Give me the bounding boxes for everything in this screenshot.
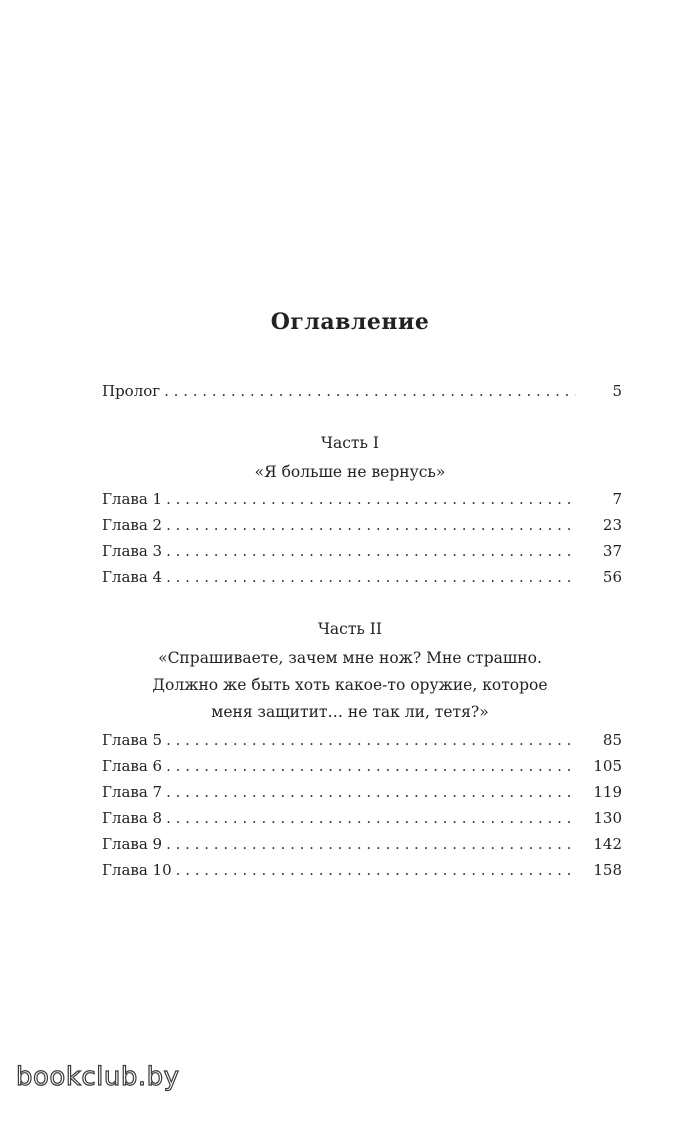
toc-entry-page: 5 [612, 382, 622, 400]
toc-entry-label: Пролог [102, 382, 161, 400]
toc-entry-page: 158 [593, 861, 622, 879]
toc-entry-page: 85 [602, 731, 622, 749]
part-2-epigraph-line-1: «Спрашиваете, зачем мне нож? Мне страшно. [158, 649, 542, 667]
page-title: Оглавление [270, 309, 430, 335]
part-2-heading: Часть II [317, 620, 383, 638]
dot-leader [166, 486, 576, 512]
part-2-epigraph-line-2: Должно же быть хоть какое-то оружие, которое [152, 676, 548, 694]
toc-entry-page: 7 [612, 490, 622, 508]
dot-leader [176, 857, 576, 883]
toc-entry-chapter-1[interactable] [102, 486, 622, 512]
toc-entry-label: Глава 5 [102, 731, 163, 749]
toc-entry-page: 23 [602, 516, 622, 534]
dot-leader [166, 831, 576, 857]
watermark-logo: bookclub.by [16, 1062, 180, 1092]
dot-leader [166, 753, 576, 779]
toc-entry-chapter-10[interactable] [102, 857, 622, 883]
toc-entry-chapter-7[interactable] [102, 779, 622, 805]
toc-entry-label: Глава 9 [102, 835, 163, 853]
toc-entry-prologue[interactable] [102, 378, 622, 404]
toc-entry-page: 142 [593, 835, 622, 853]
toc-entry-label: Глава 2 [102, 516, 163, 534]
part-1-epigraph: «Я больше не вернусь» [254, 463, 446, 481]
dot-leader [166, 512, 576, 538]
toc-entry-label: Глава 3 [102, 542, 163, 560]
toc-entry-page: 56 [602, 568, 622, 586]
toc-entry-chapter-9[interactable] [102, 831, 622, 857]
toc-entry-page: 119 [593, 783, 622, 801]
toc-entry-chapter-4[interactable] [102, 564, 622, 590]
toc-entry-label: Глава 1 [102, 490, 163, 508]
dot-leader [166, 779, 576, 805]
toc-entry-chapter-3[interactable] [102, 538, 622, 564]
toc-entry-page: 37 [602, 542, 622, 560]
toc-entry-label: Глава 6 [102, 757, 163, 775]
dot-leader [166, 727, 576, 753]
dot-leader [164, 378, 576, 404]
toc-entry-chapter-6[interactable] [102, 753, 622, 779]
part-2-epigraph-line-3: меня защитит… не так ли, тетя?» [211, 703, 489, 721]
dot-leader [166, 805, 576, 831]
toc-entry-chapter-8[interactable] [102, 805, 622, 831]
toc-entry-label: Глава 7 [102, 783, 163, 801]
dot-leader [166, 538, 576, 564]
toc-entry-label: Глава 10 [102, 861, 172, 879]
toc-entry-label: Глава 4 [102, 568, 163, 586]
toc-entry-page: 105 [593, 757, 622, 775]
toc-entry-chapter-2[interactable] [102, 512, 622, 538]
dot-leader [166, 564, 576, 590]
toc-entry-page: 130 [593, 809, 622, 827]
toc-entry-chapter-5[interactable] [102, 727, 622, 753]
part-1-heading: Часть I [321, 434, 379, 452]
toc-entry-label: Глава 8 [102, 809, 163, 827]
